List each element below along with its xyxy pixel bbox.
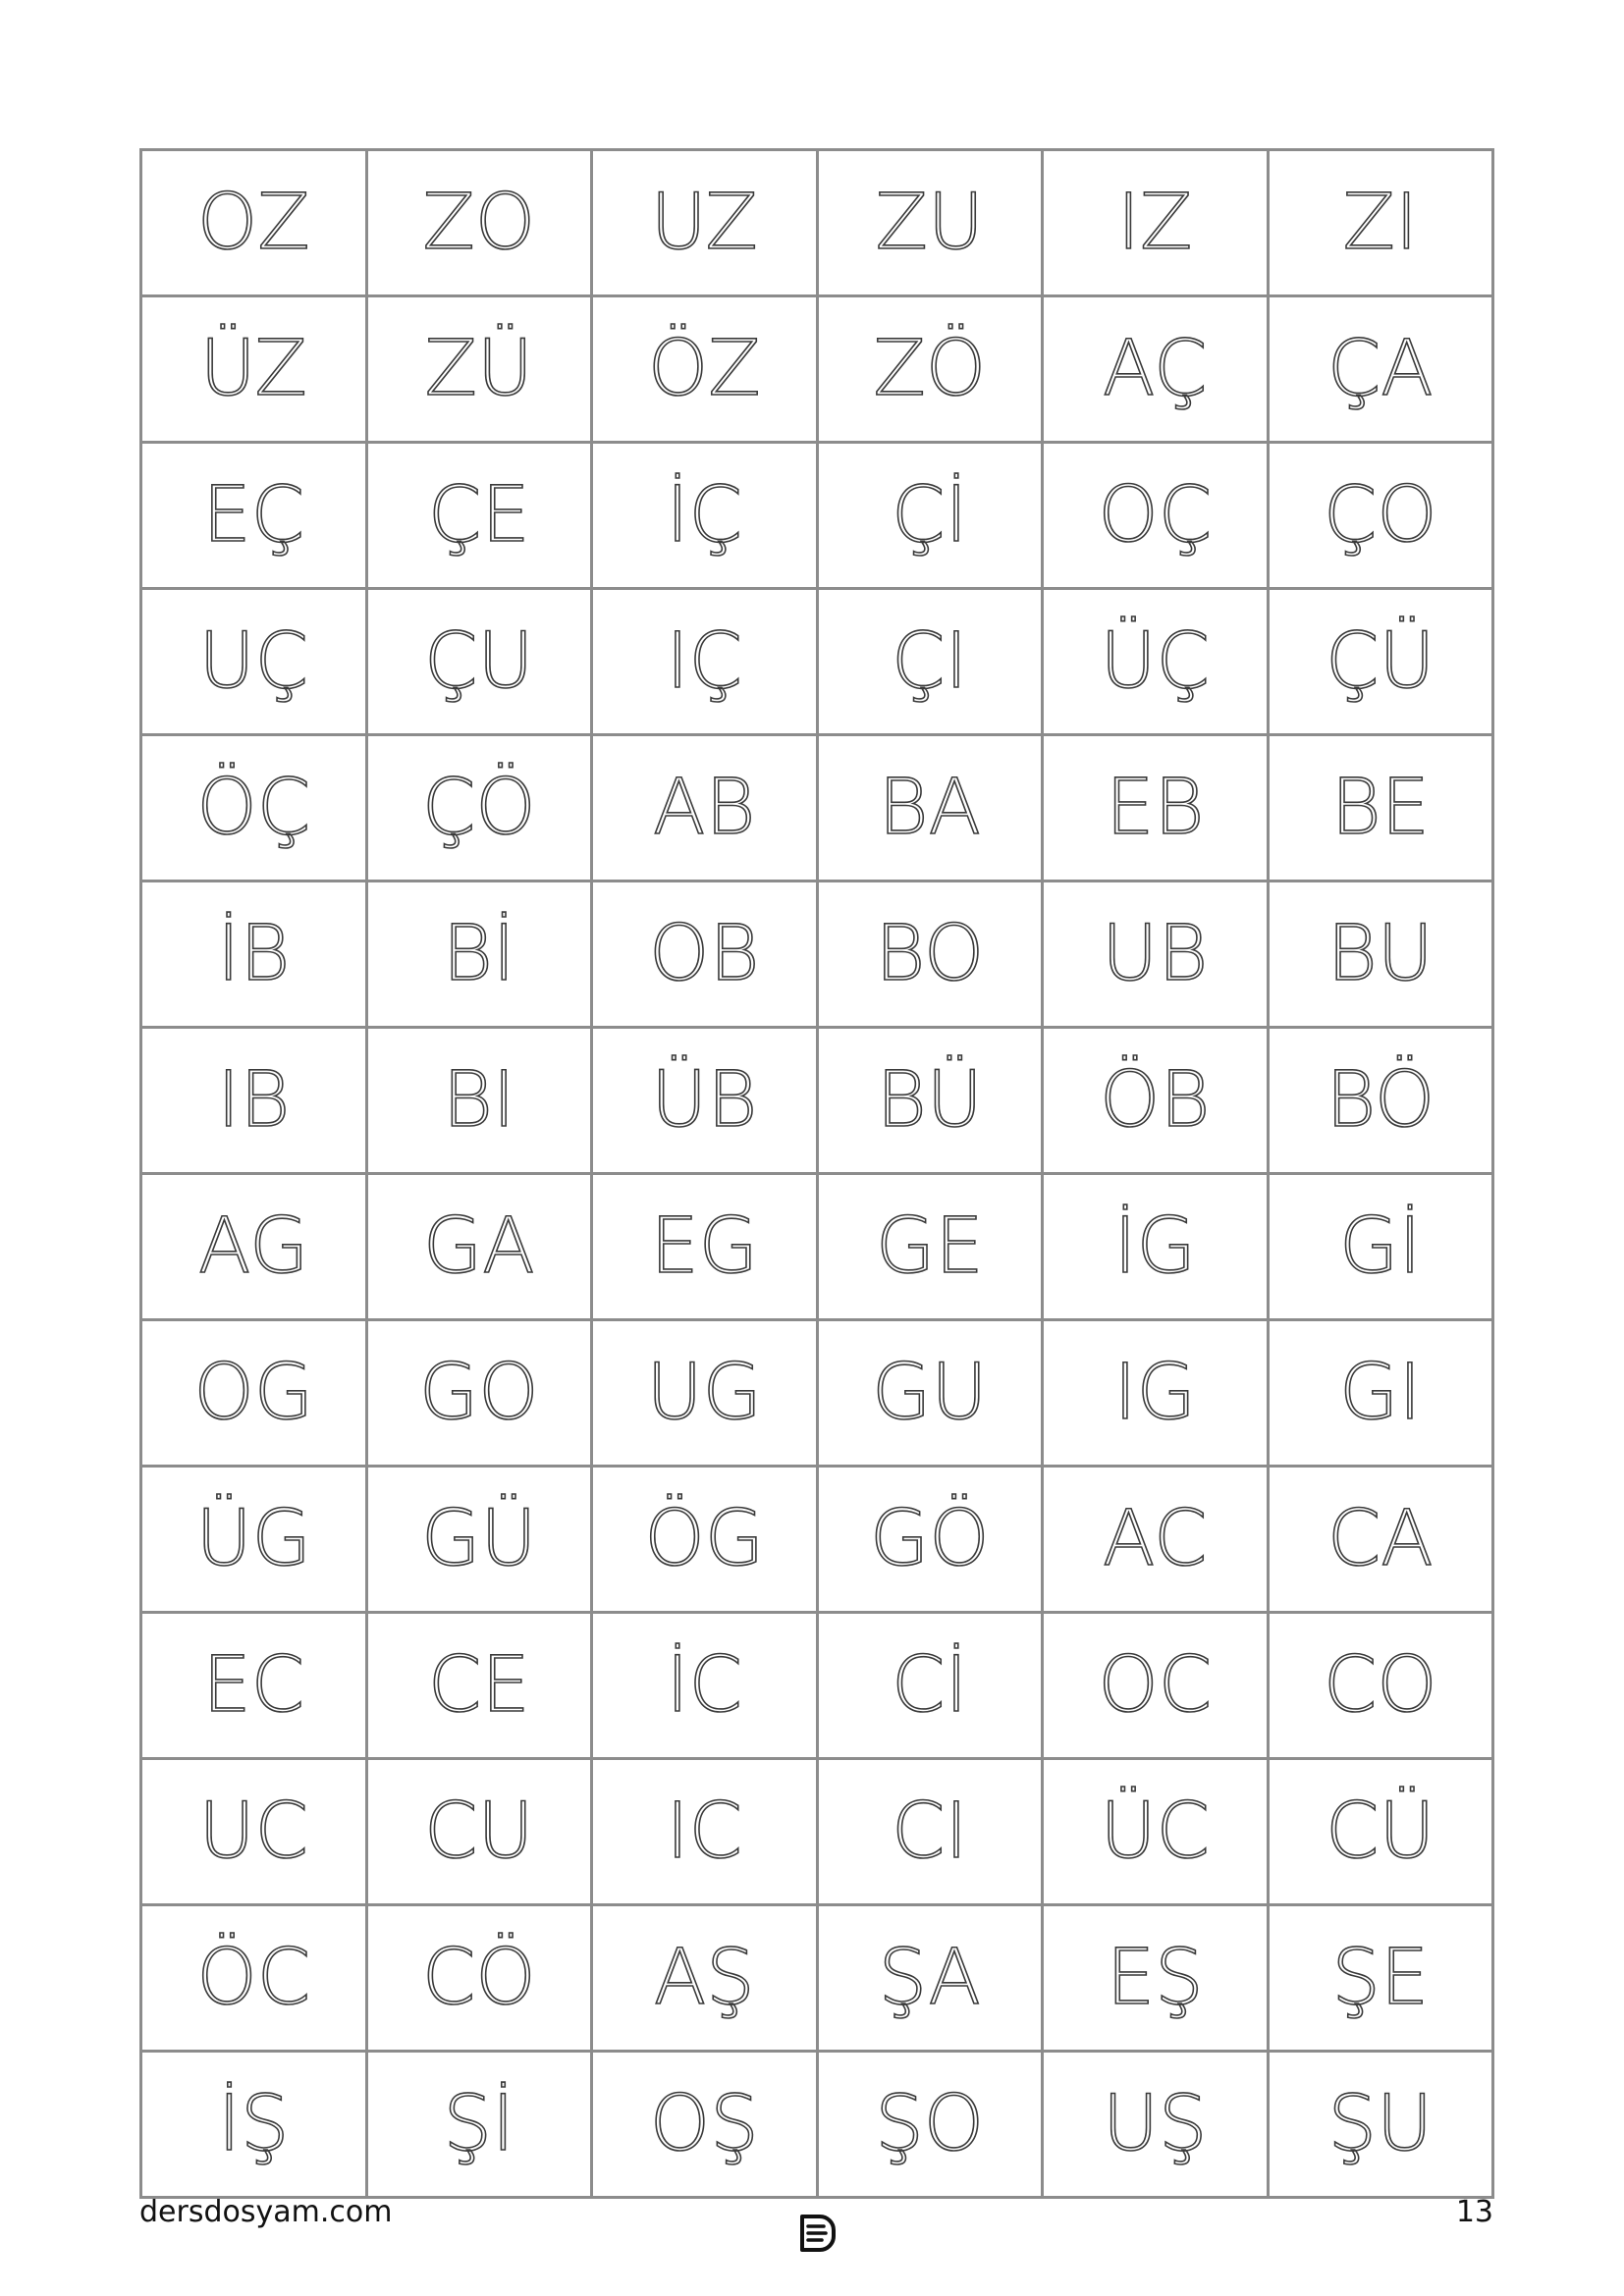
grid-row bbox=[141, 443, 1493, 589]
grid-row bbox=[141, 1759, 1493, 1905]
grid-cell bbox=[1268, 589, 1493, 735]
grid-cell bbox=[1043, 735, 1269, 881]
grid-cell bbox=[592, 443, 818, 589]
grid-cell bbox=[592, 1905, 818, 2052]
grid-cell bbox=[141, 443, 367, 589]
grid-cell bbox=[592, 1613, 818, 1759]
syllable-text: ZÖ bbox=[873, 325, 987, 413]
syllable-text: ÜÇ bbox=[1100, 617, 1211, 706]
syllable-text: ÜB bbox=[651, 1056, 758, 1145]
grid-cell bbox=[1043, 443, 1269, 589]
grid-cell bbox=[1043, 1905, 1269, 2052]
grid-cell bbox=[592, 1028, 818, 1174]
syllable-text: ÇU bbox=[423, 617, 534, 706]
grid-cell bbox=[141, 1905, 367, 2052]
syllable-text: AG bbox=[198, 1202, 309, 1291]
grid-row bbox=[141, 2052, 1493, 2198]
grid-cell bbox=[592, 881, 818, 1028]
syllable-text: ÇI bbox=[892, 617, 968, 706]
syllable-text: ZO bbox=[422, 179, 536, 267]
grid-cell bbox=[817, 1467, 1043, 1613]
syllable-text: EG bbox=[650, 1202, 759, 1291]
syllable-text: UŞ bbox=[1102, 2080, 1208, 2168]
grid-row bbox=[141, 1174, 1493, 1320]
grid-cell bbox=[366, 1028, 592, 1174]
grid-cell bbox=[141, 296, 367, 443]
syllable-text: EŞ bbox=[1106, 1934, 1204, 2022]
grid-cell bbox=[366, 150, 592, 296]
grid-cell bbox=[1043, 1028, 1269, 1174]
grid-cell bbox=[817, 1905, 1043, 2052]
grid-cell bbox=[366, 1905, 592, 2052]
syllable-text: Cİ bbox=[892, 1641, 968, 1730]
syllable-text: ŞU bbox=[1327, 2080, 1434, 2168]
syllable-text: OC bbox=[1098, 1641, 1213, 1730]
grid-row bbox=[141, 1905, 1493, 2052]
syllable-text: AB bbox=[653, 764, 756, 852]
grid-cell bbox=[366, 589, 592, 735]
grid-cell bbox=[366, 1320, 592, 1467]
grid-cell bbox=[1268, 1613, 1493, 1759]
grid-row bbox=[141, 296, 1493, 443]
grid-cell bbox=[366, 735, 592, 881]
grid-cell bbox=[1043, 296, 1269, 443]
grid-cell bbox=[1268, 881, 1493, 1028]
syllable-text: İÇ bbox=[666, 471, 742, 560]
syllable-text: ÖZ bbox=[647, 325, 761, 413]
syllable-text: CÖ bbox=[421, 1934, 536, 2022]
grid-cell bbox=[817, 296, 1043, 443]
syllable-text: UZ bbox=[650, 179, 758, 267]
grid-cell bbox=[1043, 150, 1269, 296]
syllable-text: İŞ bbox=[217, 2080, 290, 2168]
grid-cell bbox=[592, 1320, 818, 1467]
syllable-text: BU bbox=[1326, 910, 1434, 998]
syllable-text: ÜZ bbox=[199, 325, 307, 413]
grid-cell bbox=[141, 1467, 367, 1613]
grid-cell bbox=[1043, 1174, 1269, 1320]
syllable-text: GE bbox=[875, 1202, 984, 1291]
syllable-text: ZÜ bbox=[424, 325, 534, 413]
syllable-text: ÇA bbox=[1326, 325, 1434, 413]
syllable-text: UB bbox=[1102, 910, 1209, 998]
grid-cell bbox=[592, 150, 818, 296]
syllable-text: BE bbox=[1330, 764, 1430, 852]
syllable-text: UÇ bbox=[198, 617, 309, 706]
grid-cell bbox=[817, 1613, 1043, 1759]
syllable-text: IC bbox=[666, 1788, 742, 1876]
syllable-text: UC bbox=[198, 1788, 309, 1876]
syllable-text: CÜ bbox=[1325, 1788, 1435, 1876]
syllable-tracing-grid bbox=[139, 148, 1494, 2199]
grid-cell bbox=[141, 589, 367, 735]
grid-row bbox=[141, 1028, 1493, 1174]
grid-cell bbox=[366, 1759, 592, 1905]
syllable-text: IB bbox=[217, 1056, 291, 1145]
syllable-text: UG bbox=[646, 1349, 763, 1437]
syllable-text: ZI bbox=[1342, 179, 1418, 267]
grid-cell bbox=[592, 296, 818, 443]
grid-cell bbox=[141, 735, 367, 881]
grid-cell bbox=[366, 2052, 592, 2198]
syllable-text: BI bbox=[442, 1056, 515, 1145]
grid-cell bbox=[366, 443, 592, 589]
grid-cell bbox=[1268, 1028, 1493, 1174]
syllable-text: CE bbox=[427, 1641, 530, 1730]
grid-cell bbox=[817, 1174, 1043, 1320]
grid-cell bbox=[141, 1613, 367, 1759]
syllable-text: OZ bbox=[196, 179, 310, 267]
grid-row bbox=[141, 1613, 1493, 1759]
syllable-text: ÖG bbox=[644, 1495, 765, 1583]
grid-cell bbox=[1268, 2052, 1493, 2198]
grid-cell bbox=[366, 881, 592, 1028]
grid-cell bbox=[366, 296, 592, 443]
syllable-text: Gİ bbox=[1339, 1202, 1422, 1291]
syllable-text: OG bbox=[193, 1349, 314, 1437]
syllable-text: İB bbox=[217, 910, 291, 998]
syllable-text: BA bbox=[878, 764, 981, 852]
syllable-text: ÇO bbox=[1323, 471, 1437, 560]
grid-cell bbox=[1268, 150, 1493, 296]
grid-cell bbox=[817, 443, 1043, 589]
grid-cell bbox=[817, 2052, 1043, 2198]
syllable-text: GU bbox=[871, 1349, 988, 1437]
syllable-text: EB bbox=[1106, 764, 1205, 852]
grid-cell bbox=[1268, 1467, 1493, 1613]
syllable-text: GA bbox=[422, 1202, 535, 1291]
syllable-text: EÇ bbox=[202, 471, 305, 560]
syllable-text: Şİ bbox=[443, 2080, 514, 2168]
grid-cell bbox=[592, 1467, 818, 1613]
syllable-text: ÖC bbox=[196, 1934, 311, 2022]
grid-cell bbox=[1043, 1759, 1269, 1905]
grid-cell bbox=[817, 881, 1043, 1028]
document-lines-icon bbox=[794, 2211, 839, 2256]
syllable-text: ŞA bbox=[878, 1934, 981, 2022]
syllable-text: GÜ bbox=[420, 1495, 537, 1583]
grid-cell bbox=[817, 1028, 1043, 1174]
syllable-text: OŞ bbox=[649, 2080, 759, 2168]
grid-row bbox=[141, 881, 1493, 1028]
grid-cell bbox=[1268, 1174, 1493, 1320]
syllable-text: ÇE bbox=[427, 471, 530, 560]
syllable-text: IZ bbox=[1117, 179, 1193, 267]
grid-cell bbox=[817, 735, 1043, 881]
grid-cell bbox=[1268, 296, 1493, 443]
syllable-text: CU bbox=[423, 1788, 534, 1876]
syllable-text: GI bbox=[1339, 1349, 1422, 1437]
grid-cell bbox=[1043, 589, 1269, 735]
grid-cell bbox=[141, 1320, 367, 1467]
grid-cell bbox=[592, 589, 818, 735]
grid-row bbox=[141, 735, 1493, 881]
syllable-text: IG bbox=[1113, 1349, 1196, 1437]
grid-cell bbox=[1043, 1320, 1269, 1467]
syllable-text: ŞE bbox=[1331, 1934, 1430, 2022]
syllable-text: AÇ bbox=[1103, 325, 1208, 413]
syllable-text: BÖ bbox=[1326, 1056, 1435, 1145]
grid-cell bbox=[817, 589, 1043, 735]
syllable-text: Çİ bbox=[892, 471, 968, 560]
grid-cell bbox=[592, 2052, 818, 2198]
grid-cell bbox=[366, 1613, 592, 1759]
syllable-text: AC bbox=[1103, 1495, 1208, 1583]
footer-site-name: dersdosyam.com bbox=[139, 2195, 393, 2229]
syllable-text: OB bbox=[649, 910, 760, 998]
grid-cell bbox=[1268, 1759, 1493, 1905]
grid-cell bbox=[817, 150, 1043, 296]
syllable-text: Bİ bbox=[442, 910, 515, 998]
grid-cell bbox=[592, 1759, 818, 1905]
grid-cell bbox=[1268, 443, 1493, 589]
grid-cell bbox=[1043, 1467, 1269, 1613]
grid-cell bbox=[141, 881, 367, 1028]
grid-cell bbox=[141, 2052, 367, 2198]
grid-row bbox=[141, 589, 1493, 735]
grid-row bbox=[141, 1320, 1493, 1467]
syllable-text: ÇÜ bbox=[1325, 617, 1435, 706]
grid-cell bbox=[1043, 1613, 1269, 1759]
grid-row bbox=[141, 1467, 1493, 1613]
grid-row bbox=[141, 150, 1493, 296]
syllable-text: AŞ bbox=[653, 1934, 755, 2022]
grid-cell bbox=[1043, 2052, 1269, 2198]
syllable-text: ÇÖ bbox=[421, 764, 536, 852]
grid-cell bbox=[1268, 1905, 1493, 2052]
grid-cell bbox=[141, 1028, 367, 1174]
syllable-text: OÇ bbox=[1098, 471, 1213, 560]
grid-body bbox=[141, 150, 1493, 2198]
syllable-text: ÜG bbox=[195, 1495, 312, 1583]
syllable-text: GÖ bbox=[869, 1495, 990, 1583]
syllable-text: İG bbox=[1113, 1202, 1196, 1291]
syllable-text: BO bbox=[875, 910, 985, 998]
grid-cell bbox=[1268, 1320, 1493, 1467]
grid-cell bbox=[141, 1759, 367, 1905]
syllable-text: GO bbox=[418, 1349, 539, 1437]
syllable-text: CI bbox=[892, 1788, 968, 1876]
grid-cell bbox=[366, 1174, 592, 1320]
syllable-text: İC bbox=[666, 1641, 742, 1730]
syllable-text: ÖB bbox=[1100, 1056, 1211, 1145]
grid-cell bbox=[592, 1174, 818, 1320]
grid-cell bbox=[366, 1467, 592, 1613]
syllable-text: EC bbox=[202, 1641, 305, 1730]
syllable-text: ÜC bbox=[1100, 1788, 1211, 1876]
syllable-text: CO bbox=[1323, 1641, 1437, 1730]
grid-cell bbox=[817, 1759, 1043, 1905]
syllable-text: ŞO bbox=[875, 2080, 985, 2168]
grid-cell bbox=[141, 1174, 367, 1320]
grid-cell bbox=[1043, 881, 1269, 1028]
grid-cell bbox=[141, 150, 367, 296]
page-number: 13 bbox=[1455, 2195, 1493, 2229]
grid-cell bbox=[817, 1320, 1043, 1467]
syllable-text: BÜ bbox=[876, 1056, 983, 1145]
syllable-text: ÖÇ bbox=[196, 764, 311, 852]
syllable-text: IÇ bbox=[666, 617, 742, 706]
syllable-text: CA bbox=[1326, 1495, 1434, 1583]
syllable-text: ZU bbox=[875, 179, 985, 267]
grid-cell bbox=[592, 735, 818, 881]
grid-cell bbox=[1268, 735, 1493, 881]
